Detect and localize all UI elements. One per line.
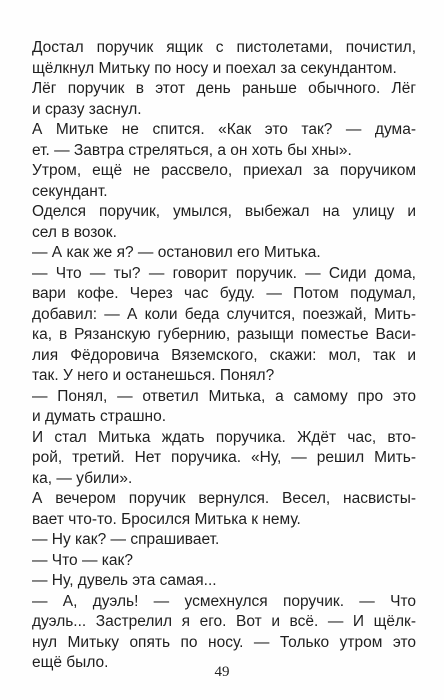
text-line: лия Фёдоровича Вяземского, скажи: мол, так и <box>32 346 416 364</box>
text-line: Лёг поручик в этот день раньше обычного. Лёг <box>32 80 416 97</box>
text-line: Утром, ещё не рассвело, приехал за поручиком <box>32 162 416 179</box>
text-line: ка, в Рязанскую губернию, разыщи поместье Васи- <box>32 326 416 343</box>
text-line: — Ну как? — спрашивает. <box>32 531 220 548</box>
text-line: — Что — ты? — говорит поручик. — Сиди дома, <box>32 264 416 282</box>
page-text <box>32 38 416 674</box>
text-line: щёлкнул Митьку по носу и поехал за секундантом. <box>32 59 397 77</box>
text-line: Достал поручик ящик с пистолетами, почистил, <box>32 39 416 56</box>
text-line: Оделся поручик, умылся, выбежал на улицу и <box>32 203 416 220</box>
text-line: ка, — убили». <box>32 469 133 487</box>
text-line: ещё было. <box>32 654 109 671</box>
text-line: вает что-то. Бросился Митька к нему. <box>32 510 301 528</box>
text-line: ет. — Завтра стреляться, а он хоть бы хны». <box>32 141 352 159</box>
text-line: А Митьке не спится. «Как это так? — дума- <box>32 121 416 138</box>
text-line: так. У него и останешься. Понял? <box>32 367 275 384</box>
text-line: и сразу заснул. <box>32 100 142 118</box>
text-line: сел в возок. <box>32 223 117 241</box>
text-line: добавил: — А коли беда случится, поезжай, Мить- <box>32 305 416 323</box>
text-line: вари кофе. Через час буду. — Потом подумал, <box>32 285 416 302</box>
text-line: нул Митьку опять по носу. — Только утром это <box>32 633 416 651</box>
text-line: дуэль... Застрелил я его. Вот и всё. — И щёлк- <box>32 613 416 630</box>
text-line: — Что — как? <box>32 551 133 569</box>
page-number: 49 <box>214 664 230 680</box>
text-line: — А, дуэль! — усмехнулся поручик. — Что <box>32 592 416 610</box>
text-line: рой, третий. Нет поручика. «Ну, — решил Мить- <box>32 449 416 466</box>
text-line: — А как же я? — остановил его Митька. <box>32 244 321 261</box>
text-line: А вечером поручик вернулся. Весел, насвисты- <box>32 490 416 507</box>
text-line: и думать страшно. <box>32 408 167 425</box>
text-line: — Понял, — ответил Митька, а самому про это <box>32 387 416 405</box>
text-line: И стал Митька ждать поручика. Ждёт час, вто- <box>32 428 416 446</box>
text-line: секундант. <box>32 182 108 200</box>
text-line: — Ну, дувель эта самая... <box>32 572 217 589</box>
